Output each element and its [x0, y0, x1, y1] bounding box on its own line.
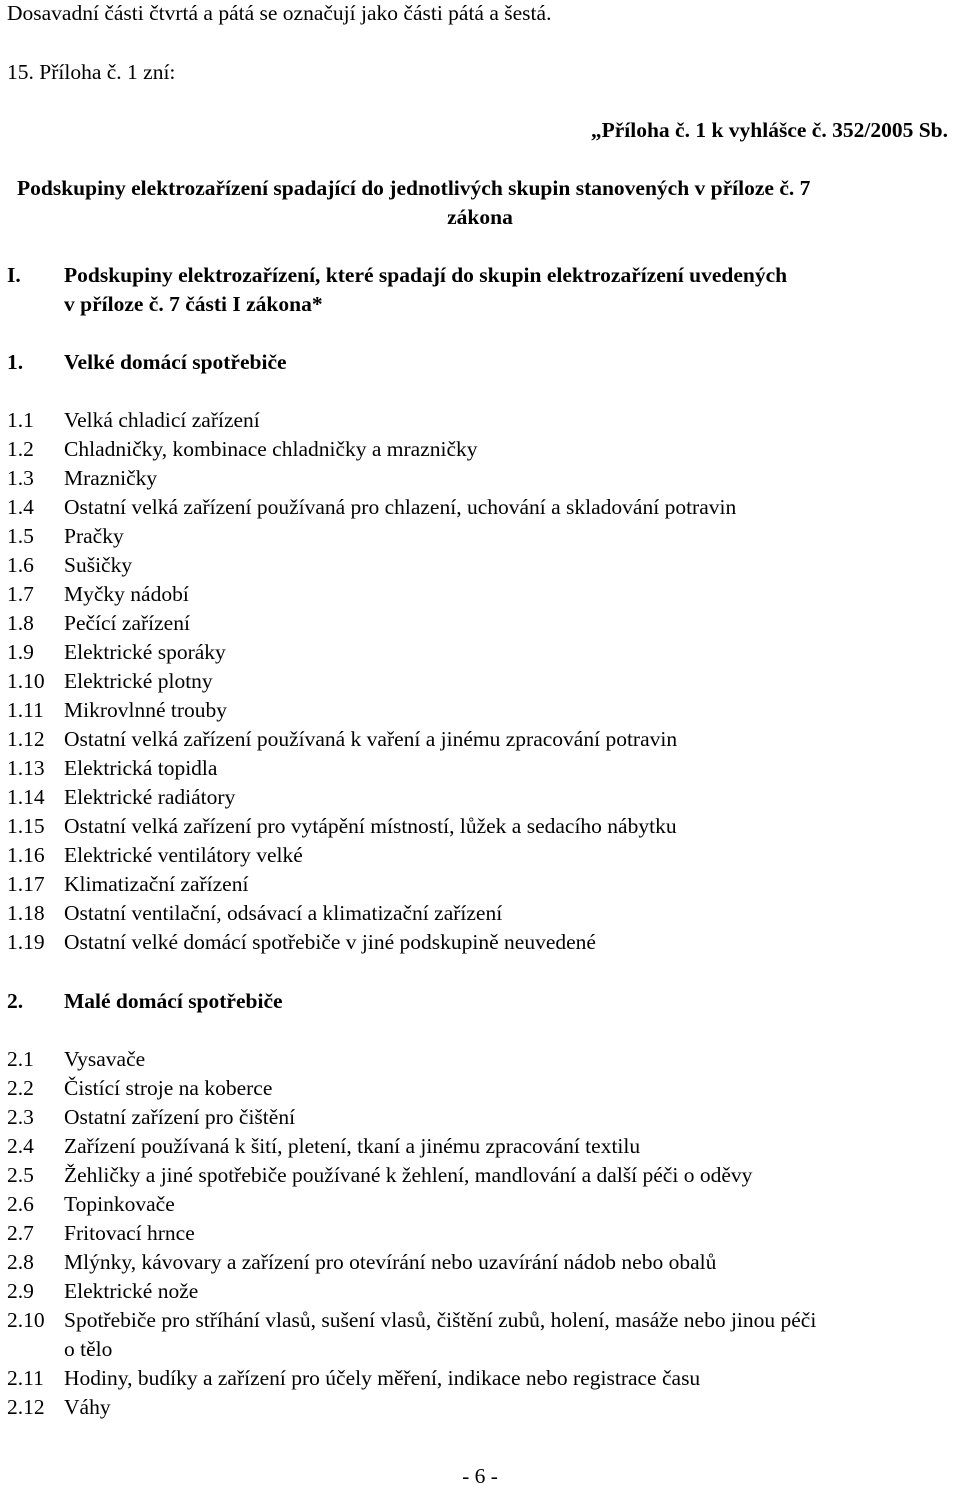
item-text-continuation: o tělo [64, 1337, 113, 1361]
item-text: Hodiny, budíky a zařízení pro účely měření, indikace nebo registrace času [64, 1366, 701, 1390]
item-text: Zařízení používaná k šití, pletení, tkaní a jinému zpracování textilu [64, 1134, 641, 1158]
item-text: Fritovací hrnce [64, 1221, 195, 1245]
item-text: Sušičky [64, 553, 133, 577]
item-number: 1.10 [7, 669, 45, 693]
part-title-continuation: v příloze č. 7 části I zákona* [64, 292, 323, 316]
item-number: 1.7 [7, 582, 34, 606]
part-title: Podskupiny elektrozařízení, které spadají do skupin elektrozařízení uvedených [64, 263, 788, 287]
item-number: 1.12 [7, 727, 45, 751]
item-number: 2.5 [7, 1163, 34, 1187]
item-number: 1.17 [7, 872, 45, 896]
item-text: Spotřebiče pro stříhání vlasů, sušení vlasů, čištění zubů, holení, masáže nebo jinou péči [64, 1308, 817, 1332]
item-text: Myčky nádobí [64, 582, 189, 606]
item-text: Pečící zařízení [64, 611, 190, 635]
annex-heading: „Příloha č. 1 k vyhlášce č. 352/2005 Sb. [590, 118, 948, 142]
item-number: 1.9 [7, 640, 34, 664]
item-number: 2.4 [7, 1134, 34, 1158]
group-number: 1. [7, 350, 24, 374]
item-text: Elektrické sporáky [64, 640, 226, 664]
item-text: Čistící stroje na koberce [64, 1076, 273, 1100]
item-number: 2.2 [7, 1076, 34, 1100]
annex-title: Podskupiny elektrozařízení spadající do jednotlivých skupin stanovených v příloze č. 7 [17, 176, 811, 200]
item-text: Elektrická topidla [64, 756, 218, 780]
item-number: 1.2 [7, 437, 34, 461]
item-number: 2.11 [7, 1366, 44, 1390]
item-text: Žehličky a jiné spotřebiče používané k žehlení, mandlování a další péči o oděvy [64, 1163, 753, 1187]
item-number: 1.3 [7, 466, 34, 490]
item-text: Elektrické radiátory [64, 785, 236, 809]
item-text: Mikrovlnné trouby [64, 698, 228, 722]
item-text: Pračky [64, 524, 124, 548]
item-text: Velká chladicí zařízení [64, 408, 260, 432]
item-text: Ostatní velká zařízení používaná pro chlazení, uchování a skladování potravin [64, 495, 737, 519]
item-text: Ostatní velké domácí spotřebiče v jiné podskupině neuvedené [64, 930, 596, 954]
item-number: 1.11 [7, 698, 44, 722]
page-number: - 6 - [462, 1464, 498, 1488]
item-text: Topinkovače [64, 1192, 175, 1216]
item-text: Mrazničky [64, 466, 158, 490]
annex-title-continuation: zákona [447, 205, 513, 229]
item-text: Elektrické ventilátory velké [64, 843, 303, 867]
item-number: 1.6 [7, 553, 34, 577]
item-text: Elektrické plotny [64, 669, 213, 693]
item-number: 1.18 [7, 901, 45, 925]
item-text: Ostatní velká zařízení pro vytápění místností, lůžek a sedacího nábytku [64, 814, 677, 838]
intro-line: Dosavadní části čtvrtá a pátá se označují jako části pátá a šestá. [7, 1, 552, 25]
amendment-point: 15. Příloha č. 1 zní: [7, 60, 176, 84]
item-text: Ostatní velká zařízení používaná k vaření a jinému zpracování potravin [64, 727, 678, 751]
group-title: Velké domácí spotřebiče [64, 350, 287, 374]
item-text: Klimatizační zařízení [64, 872, 249, 896]
item-number: 2.10 [7, 1308, 45, 1332]
item-number: 1.14 [7, 785, 45, 809]
item-number: 1.5 [7, 524, 34, 548]
part-number: I. [7, 263, 21, 287]
item-number: 2.1 [7, 1047, 34, 1071]
group-number: 2. [7, 989, 24, 1013]
item-number: 1.8 [7, 611, 34, 635]
item-number: 2.8 [7, 1250, 34, 1274]
item-number: 1.15 [7, 814, 45, 838]
item-number: 1.4 [7, 495, 34, 519]
item-number: 2.3 [7, 1105, 34, 1129]
item-text: Chladničky, kombinace chladničky a mrazničky [64, 437, 478, 461]
item-text: Vysavače [64, 1047, 146, 1071]
item-text: Ostatní ventilační, odsávací a klimatizační zařízení [64, 901, 503, 925]
item-number: 1.16 [7, 843, 45, 867]
item-number: 2.12 [7, 1395, 45, 1419]
item-number: 1.13 [7, 756, 45, 780]
item-text: Mlýnky, kávovary a zařízení pro otevírání nebo uzavírání nádob nebo obalů [64, 1250, 717, 1274]
item-text: Ostatní zařízení pro čištění [64, 1105, 296, 1129]
group-title: Malé domácí spotřebiče [64, 989, 283, 1013]
item-number: 2.6 [7, 1192, 34, 1216]
item-number: 1.19 [7, 930, 45, 954]
item-number: 1.1 [7, 408, 34, 432]
item-text: Váhy [64, 1395, 111, 1419]
item-number: 2.9 [7, 1279, 34, 1303]
item-number: 2.7 [7, 1221, 34, 1245]
item-text: Elektrické nože [64, 1279, 199, 1303]
